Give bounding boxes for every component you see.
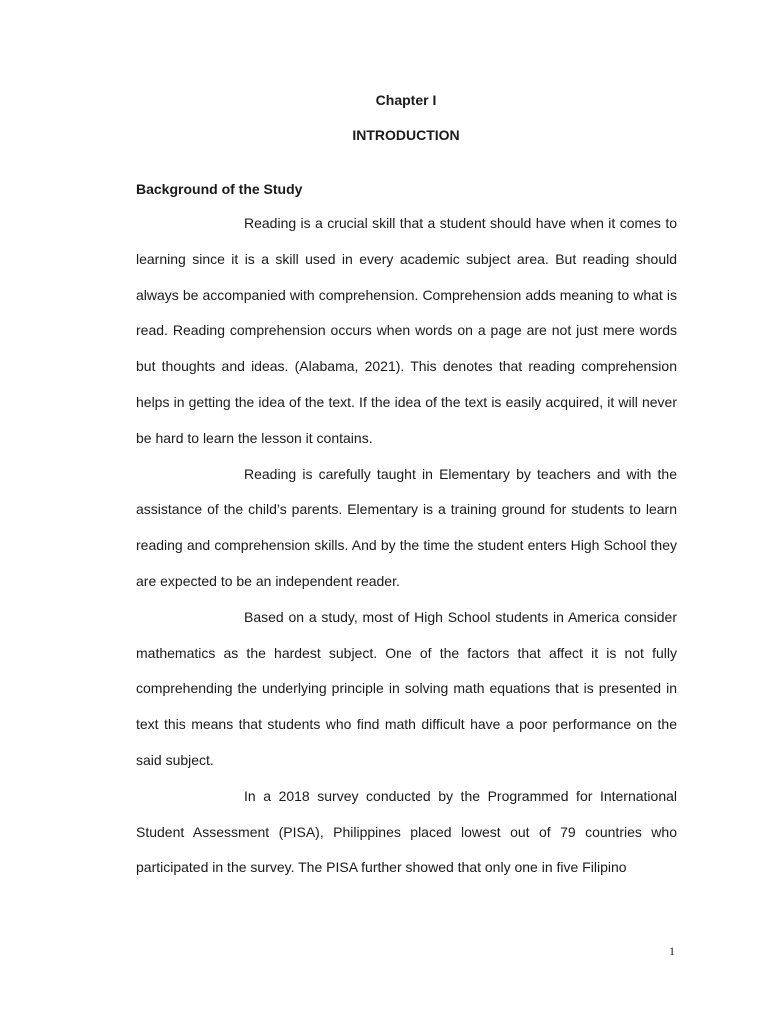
chapter-title: INTRODUCTION <box>352 127 460 143</box>
page-number: 1 <box>669 944 675 958</box>
paragraph: Reading is carefully taught in Elementary by teachers and with the assistance of the child’s parents. Elementary is a training ground for students to learn reading and comprehension skills. And by the time the student enters High School they are expected to be an independent reader. <box>136 465 677 589</box>
paragraph: In a 2018 survey conducted by the Programmed for International Student Assessment (PISA), Philippines placed lowest out of 79 countries who participated in the survey. The PISA further showed that only one in five Filipino <box>136 787 677 876</box>
paragraph: Reading is a crucial skill that a student should have when it comes to learning since it is a skill used in every academic subject area. But reading should always be accompanied with comprehension. Comprehension adds meaning to what is read. Reading comprehension occurs when words on a page are not just mere words but thoughts and ideas. (Alabama, 2021). This denotes that reading comprehension helps in getting the idea of the text. If the idea of the text is easily acquired, it will never be hard to learn the lesson it contains. <box>136 215 677 446</box>
paragraph: Based on a study, most of High School students in America consider mathematics as the hardest subject. One of the factors that affect it is not fully comprehending the underlying principle in solving math equations that is presented in text this means that students who find math difficult have a poor performance on the said subject. <box>136 608 677 768</box>
body-text <box>136 206 677 886</box>
chapter-label: Chapter I <box>375 92 437 108</box>
section-heading: Background of the Study <box>136 181 303 197</box>
